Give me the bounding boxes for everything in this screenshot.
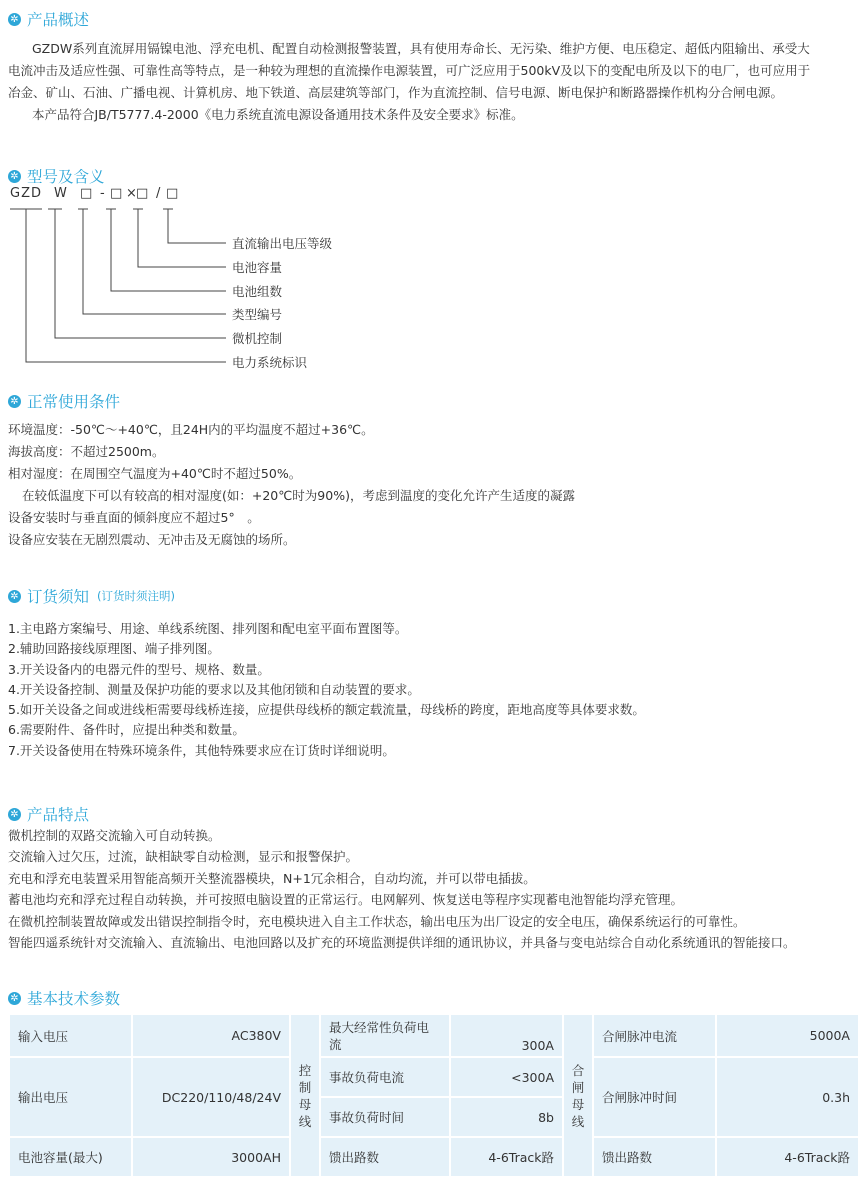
heading-specs: ✲ 基本技术参数: [8, 987, 120, 1009]
model-label: 电池组数: [232, 284, 283, 299]
model-leader-lines: [0, 0, 867, 380]
star-icon: ✲: [8, 590, 21, 603]
star-icon: ✲: [8, 992, 21, 1005]
features-list: 微机控制的双路交流输入可自动转换。 交流输入过欠压，过流，缺相缺零自动检测，显示和报警保护。 充电和浮充电装置采用智能高频开关整流器模块，N+1冗余相合，自动均流，并可以带电插拔。 蓄电池均充和浮充过程自动转换，并可按照电脑设置的正常运行。电网解列、恢复送电等程序实现蓄电池智能均浮充管理。 在微机控制装置故障或发出错误控制指令时，充电模块进入自主工作状态，输出电压为出厂设定的安全电压，确保系统运行的可靠性。 智能四遥系统针对交流输入、直流输出、电池回路以及扩充的环境监测提供详细的通讯协议，并具备与变电站综合自动化系统通讯的智能接口。: [8, 828, 796, 951]
model-label: 直流输出电压等级: [232, 236, 333, 251]
overview-text: GZDW系列直流屏用镉镍电池、浮充电机、配置自动检测报警装置，具有使用寿命长、无污染、维护方便、电压稳定、超低内阻输出、承受大 电流冲击及适应性强、可靠性高等特点，是一种较为理想的直流操作电源装置，可广泛应用于500kV及以下的变配电所及以下的电厂，也可应用于 冶金、矿山、石油、广播电视、计算机房、地下铁道、高层建筑等部门，作为直流控制、信号电源、断电保护和断路器操作机构分合闸电源。 本产品符合JB/T5777.4-2000《电力系统直流电源设备通用技术条件及安全要求》标准。: [8, 41, 811, 122]
heading-ordering: ✲ 订货须知 (订货时须注明): [8, 585, 175, 607]
heading-overview: ✲ 产品概述: [8, 8, 89, 30]
model-label: 电力系统标识: [232, 355, 308, 370]
model-label: 电池容量: [232, 260, 283, 275]
conditions-text: 环境温度：-50℃～+40℃，且24H内的平均温度不超过+36℃。 海拔高度：不超过2500m。 相对湿度：在周围空气温度为+40℃时不超过50%。 在较低温度下可以有较高的相对湿度(如：+20℃时为90%)，考虑到温度的变化允许产生适度的凝露 设备安装时与垂直面的倾斜度应不超过5° 。 设备应安装在无剧烈震动、无冲击及无腐蚀的场所。: [8, 422, 575, 547]
heading-conditions: ✲ 正常使用条件: [8, 390, 120, 412]
star-icon: ✲: [8, 395, 21, 408]
heading-features: ✲ 产品特点: [8, 803, 89, 825]
heading-model: ✲ 型号及含义: [8, 165, 105, 187]
star-icon: ✲: [8, 13, 21, 26]
specs-table: 输入电压 AC380V 控 制 母 线 最大经常性负荷电流 300A 合 闸 母 线 合闸脉冲电流 5000A 事故负荷电流 <300A 输出电压 DC220/110/48/24V 合闸脉冲时间 0.3h 事故负荷时间 8b 电池容量(最大) 3000AH 馈出路数 4-6Track路 馈出路数 4-6Track路: [8, 1013, 860, 1178]
model-label: 微机控制: [232, 331, 283, 346]
ordering-list: 1.主电路方案编号、用途、单线系统图、排列图和配电室平面布置图等。 2.辅助回路接线原理图、端子排列图。 3.开关设备内的电器元件的型号、规格、数量。 4.开关设备控制、测量及保护功能的要求以及其他闭锁和自动装置的要求。 5.如开关设备之间或进线柜需要母线桥连接，应提供母线桥的额定载流量，母线桥的跨度，距地高度等具体要求数。 6.需要附件、备件时，应提出种类和数量。 7.开关设备使用在特殊环境条件，其他特殊要求应在订货时详细说明。: [8, 621, 645, 758]
star-icon: ✲: [8, 808, 21, 821]
model-label: 类型编号: [232, 307, 283, 322]
star-icon: ✲: [8, 170, 21, 183]
